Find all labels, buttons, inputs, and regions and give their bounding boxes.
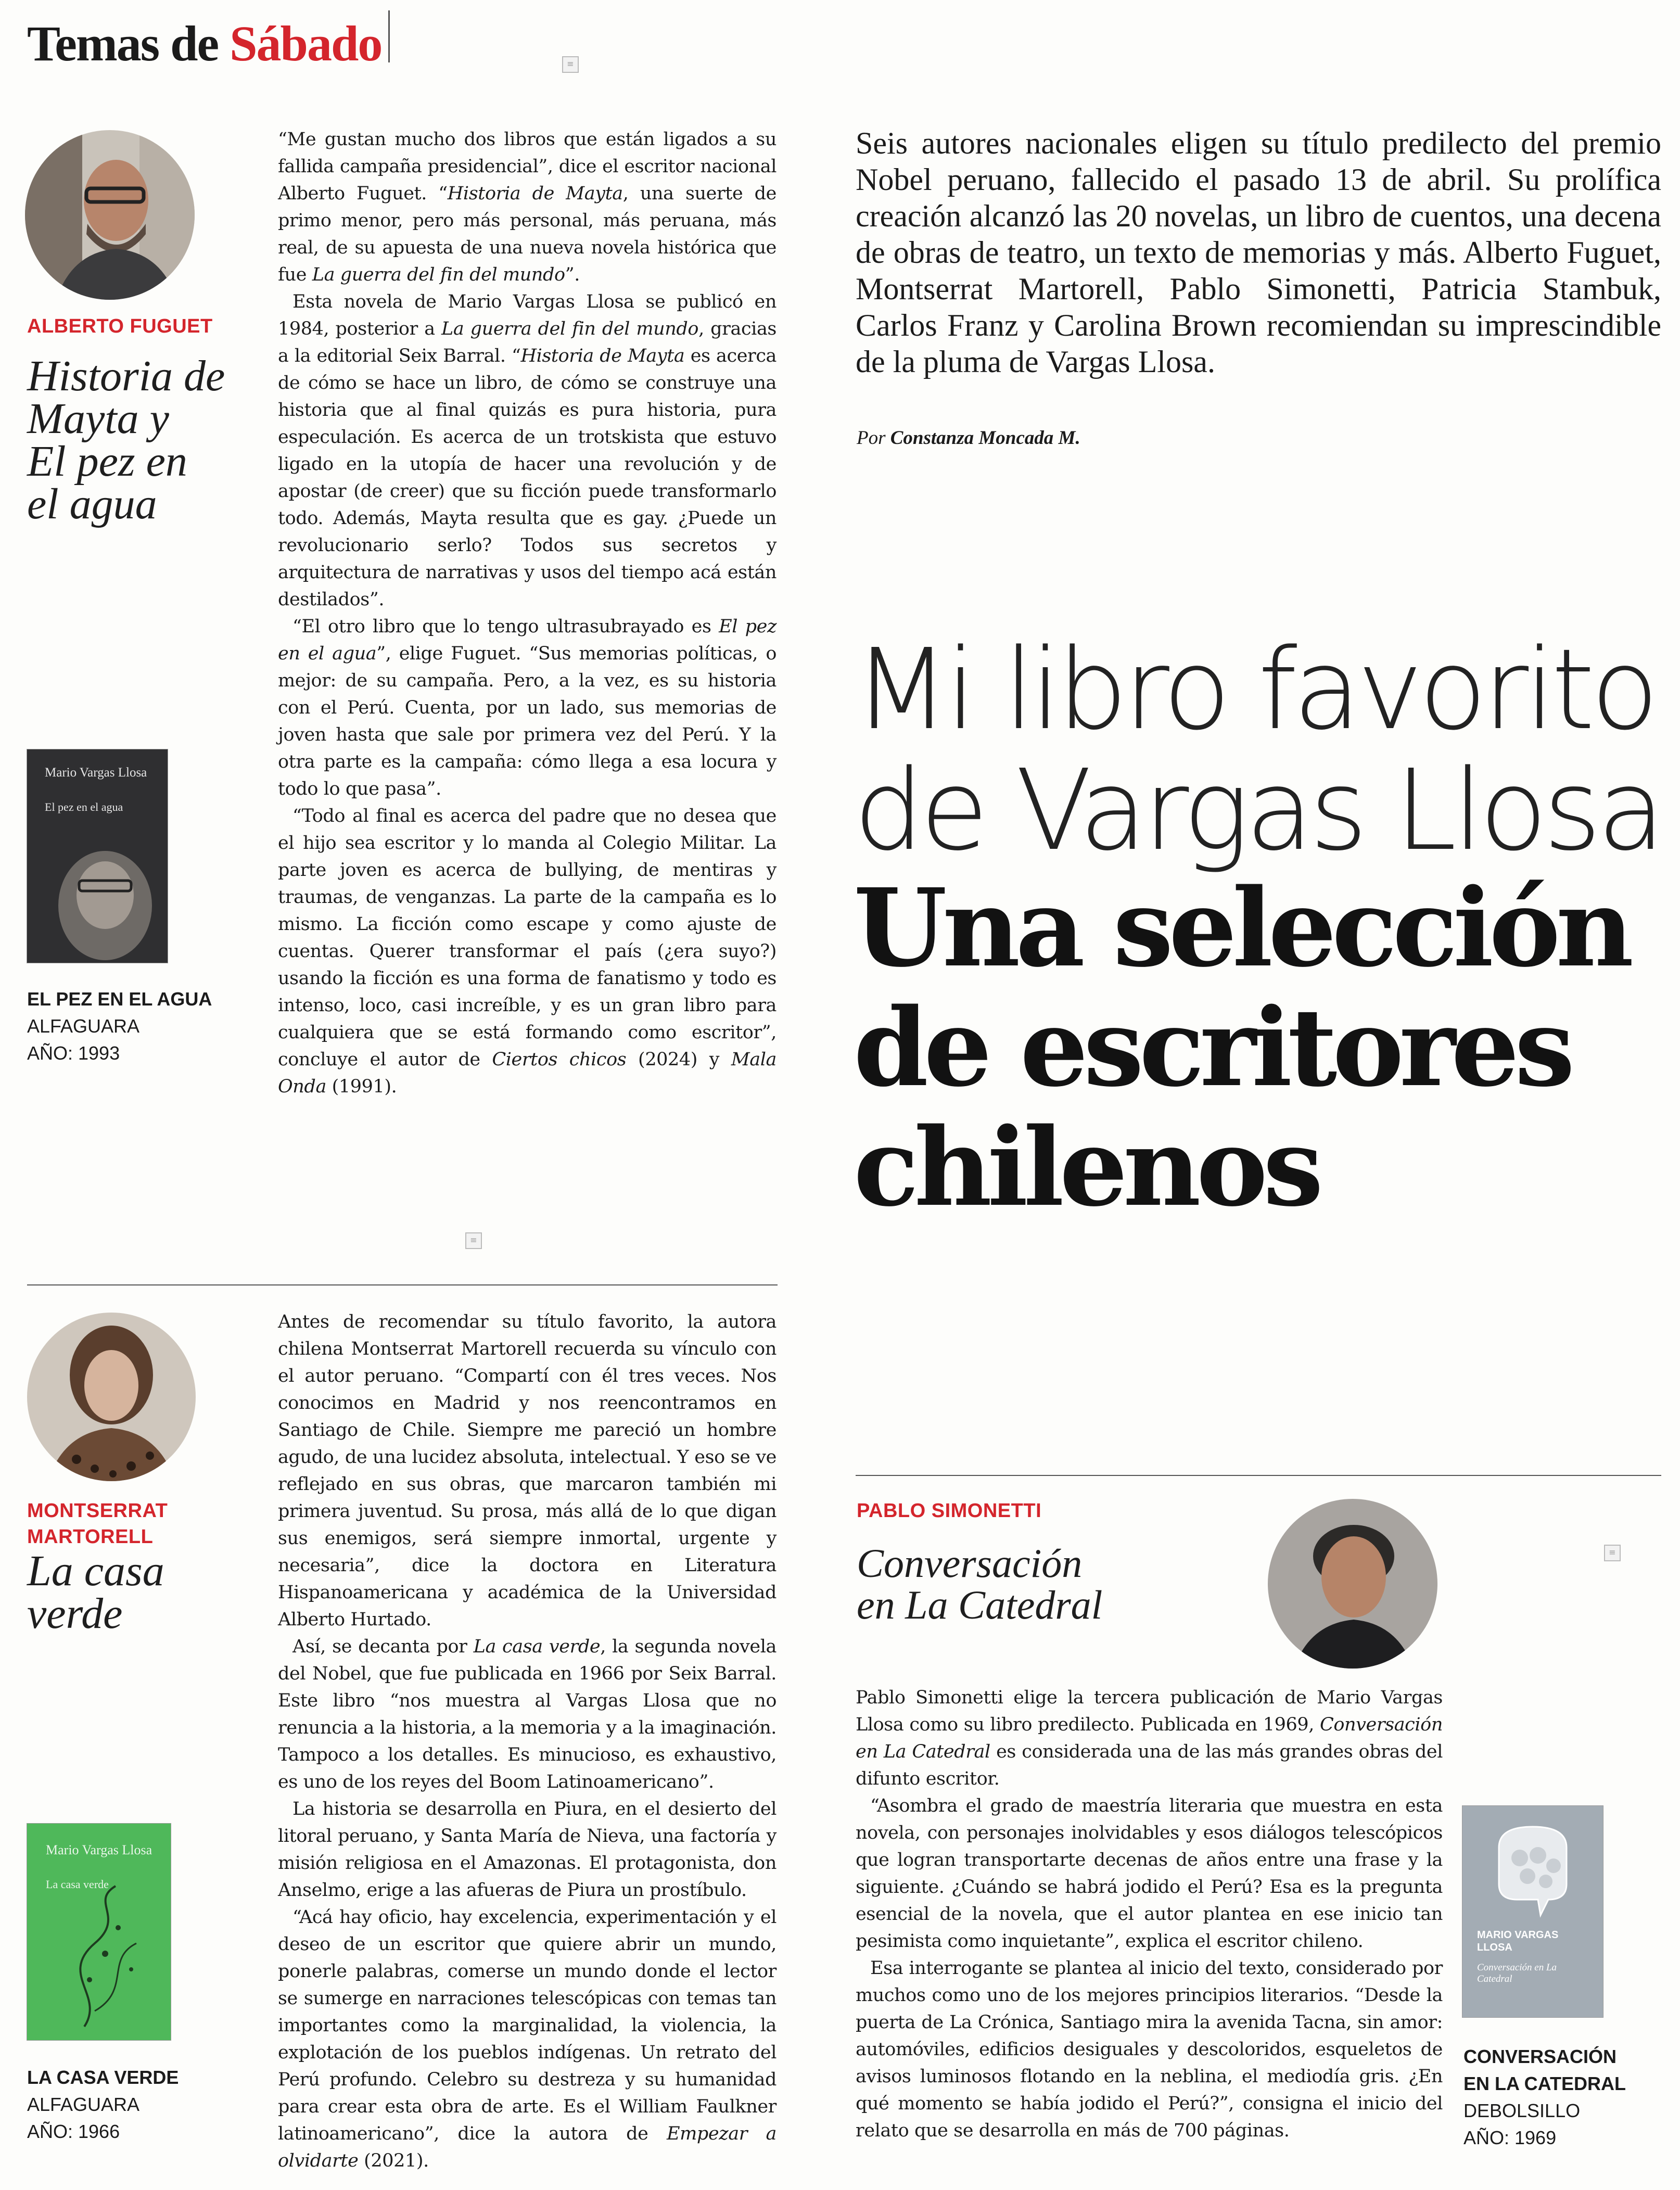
cover-art xyxy=(1462,1806,1603,2017)
simonetti-body-intro: Pablo Simonetti elige la tercera publicación de Mario Vargas Llosa como su libro predilecto. Publicada en 1969, Conversación en La Catedral es considerada una de las más grandes obras del difunto escritor. “Asombra el grado de maestría literaria que muestra en esta novela, con personajes inolvidables y esos diálogos telescópicos que logran transportarte decenas de años entre una frase y la siguiente. ¿Cuándo se habrá jodido el Perú? Esa es la pregunta esencial de la novela, que el autor plantea en ese inicio tan pesimista como inquietante”, explica el escritor chileno. Esa interrogante se plantea al inicio del texto, considerado por muchos como uno de los mejores principios literarios. “Desde la puerta de La Crónica, Santiago mira la avenida Tacna, sin amor: automóviles, edificios desiguales y descoloridos, esqueletos de avisos luminosos flotando en la neblina, el mediodía gris. ¿En qué momento se había jodido el Perú?”, consigna el inicio del relato que se desarrolla en más de 700 páginas. xyxy=(856,1687,1443,2141)
headline-bold xyxy=(854,865,1665,1230)
book-info-publisher: ALFAGUARA xyxy=(27,1015,140,1037)
simonetti-portrait xyxy=(1268,1499,1437,1669)
byline-author: Constanza Moncada M. xyxy=(890,427,1080,449)
martorell-portrait xyxy=(27,1313,196,1481)
martorell-body: Antes de recomendar su título favorito, la autora chilena Montserrat Martorell recuerda su vínculo con el autor peruano. “Compartí con él tres veces. Nos conocimos en Madrid y nos reencontramos en Santiago de Chile. Siempre me pareció un hombre agudo, de una lucidez absoluta, intelectual. Y eso se ve reflejado en sus obras, que marcaron también mi primera juventud. Su prosa, más allá de lo que digan sus enemigos, será siempre inmortal, urgente y necesaria”, dice la doctora en Literatura Hispanoamericana y académica de la Universidad Alberto Hurtado. Así, se decanta por La casa verde, la segunda novela del Nobel, que fue publicada en 1966 por Seix Barral. Este libro “nos muestra al Vargas Llosa que no renuncia a la historia, a la memoria y a la imaginación. Tampoco a los detalles. Es minucioso, es exhaustivo, es uno de los reyes del Boom Latinoamericano”. La historia se desarrolla en Piura, en el desierto del litoral peruano, y Santa María de Nieva, una factoría y misión religiosa en el Amazonas. El protagonista, don Anselmo, erige a las afueras de Piura un prostíbulo. “Acá hay oficio, hay excelencia, experimentación y el deseo de un escritor que quiere abrir un mundo, ponerle palabras, comerse un mundo donde el lector se sumerge en narraciones telescópicas con temas tan importantes como la marginalidad, la violencia, la explotación de los pueblos indígenas. Un retrato del Perú profundo. Celebro su destreza y su humanidad para crear esta obra de arte. Es el William Faulkner latinoamericano”, dice la autora de Empezar a olvidarte (2021). xyxy=(278,1312,777,2171)
fuguet-book-info xyxy=(27,986,212,1067)
section-rule xyxy=(27,1284,778,1285)
fuguet-book-title xyxy=(27,352,246,528)
title-line: verde xyxy=(27,1589,123,1638)
fuguet-body: “Me gustan mucho dos libros que están ligados a su fallida campaña presidencial”, dice el escritor nacional Alberto Fuguet. “Historia de Mayta, una suerte de primo menor, pero más personal, más peruana, más real, de su apuesta de una nueva novela histórica que fue La guerra del fin del mundo”. Esta novela de Mario Vargas Llosa se publicó en 1984, posterior a La guerra del fin del mundo, gracias a la editorial Seix Barral. “Historia de Mayta es acerca de cómo se hace un libro, de cómo se construye una historia que al final quizás es pura historia, pura especulación. Es acerca de un trotskista que estuvo ligado en la utopía de hacer una revolución y de apostar (de creer) que su ficción puede transformarlo todo. Además, Mayta resulta que es gay. ¿Puede un revolucionario serlo? Todos sus secretos y arquitectura de narrativas y usos del tiempo acá están destilados”. “El otro libro que lo tengo ultrasubrayado es El pez en el agua”, elige Fuguet. “Sus memorias políticas, o mejor: de su campaña. Pero, a la vez, es su historia con el Perú. Cuenta, por un lado, sus memorias de joven hasta que sale por primera vez del Perú. Y la otra parte es la campaña: cómo llega a esa locura y todo lo que pasa”. “Todo al final es acerca del padre que no desea que el hijo sea escritor y lo manda al Colegio Militar. La parte joven es acerca de bullying, de mentiras y traumas, de venganzas. La parte de la campaña es lo mismo. La ficción como escape y como ajuste de cuentas. Querer transformar el país (¿era suyo?) usando la ficción es una forma de fanatismo y todo es intenso, loco, casi increíble, y es un gran libro para cualquiera que se está formando como escritor”, concluye el autor de Ciertos chicos (2024) y Mala Onda (1991). xyxy=(278,129,777,1097)
fuguet-book-cover xyxy=(27,749,168,963)
simonetti-name: PABLO SIMONETTI xyxy=(857,1500,1042,1522)
name-line: MONTSERRAT xyxy=(27,1500,168,1522)
martorell-cover-author: Mario Vargas Llosa xyxy=(46,1842,152,1857)
title-line: El pez en xyxy=(27,437,187,486)
title-line: en La Catedral xyxy=(857,1582,1103,1627)
martorell-book-cover xyxy=(27,1824,171,2040)
title-line: La casa xyxy=(27,1547,164,1595)
book-info-title: EN LA CATEDRAL xyxy=(1463,2073,1626,2094)
intro-deck: Seis autores nacionales eligen su título predilecto del premio Nobel peruano, fallecido el pasado 13 de abril. Su prolífica creación alcanzó las 20 novelas, un libro de cuentos, una decena de obras de teatro, un texto de memorias y más. Alberto Fuguet, Montserrat Martorell, Pablo Simonetti, Patricia Stambuk, Carlos Franz y Carolina Brown recomiendan su imprescindible de la pluma de Vargas Llosa. xyxy=(856,126,1661,379)
simonetti-cover-author: MARIO VARGAS LLOSA xyxy=(1477,1929,1559,1953)
headline-light xyxy=(854,625,1665,875)
headline-light-line: Mi libro favorito xyxy=(854,625,1655,755)
simonetti-portrait-image xyxy=(1268,1499,1437,1669)
section-label xyxy=(27,15,381,72)
headline-bold-line: chilenos xyxy=(854,1104,1319,1230)
book-info-title: LA CASA VERDE xyxy=(27,2067,179,2088)
martorell-book-title xyxy=(27,1547,246,1638)
fuguet-portrait-image xyxy=(25,130,195,300)
fuguet-cover-author: Mario Vargas Llosa xyxy=(45,766,147,780)
simonetti-book-info xyxy=(1463,2043,1626,2151)
book-info-year: AÑO: 1993 xyxy=(27,1042,120,1064)
simonetti-cover-title: Conversación en La Catedral xyxy=(1477,1962,1557,1984)
fuguet-name: ALBERTO FUGUET xyxy=(27,315,213,337)
title-line: el agua xyxy=(27,480,157,528)
fuguet-cover-title: El pez en el agua xyxy=(45,800,123,813)
headline-light-line: de Vargas Llosa xyxy=(854,746,1661,875)
martorell-book-info xyxy=(27,2064,179,2145)
pin-marker-icon: ≡ xyxy=(562,56,579,73)
pin-marker-icon: ≡ xyxy=(465,1232,482,1249)
section-label-accent: Sábado xyxy=(230,16,382,71)
martorell-portrait-image xyxy=(27,1313,196,1481)
section-label-prefix: Temas de xyxy=(27,16,230,71)
title-line: Conversación xyxy=(857,1540,1083,1586)
title-line: Historia de xyxy=(27,352,225,400)
section-divider xyxy=(388,10,390,62)
book-info-title: EL PEZ EN EL AGUA xyxy=(27,988,212,1010)
book-info-publisher: DEBOLSILLO xyxy=(1463,2100,1581,2121)
simonetti-book-title xyxy=(857,1540,1273,1627)
martorell-name xyxy=(27,1498,168,1550)
headline-bold-line: Una selección xyxy=(854,865,1630,991)
simonetti-book-cover xyxy=(1462,1806,1603,2017)
fuguet-portrait xyxy=(25,130,195,300)
pin-marker-icon: ≡ xyxy=(1604,1545,1621,1561)
book-info-year: AÑO: 1969 xyxy=(1463,2127,1557,2148)
book-info-year: AÑO: 1966 xyxy=(27,2121,120,2142)
book-info-title: CONVERSACIÓN xyxy=(1463,2046,1617,2067)
headline-bold-line: de escritores xyxy=(854,985,1571,1111)
book-info-publisher: ALFAGUARA xyxy=(27,2094,140,2115)
title-line: Mayta y xyxy=(27,394,169,443)
byline xyxy=(857,427,1080,449)
section-rule xyxy=(856,1475,1661,1476)
name-line: MARTORELL xyxy=(27,1526,154,1548)
byline-prefix: Por xyxy=(857,427,890,449)
martorell-cover-title: La casa verde xyxy=(46,1878,109,1891)
cover-art xyxy=(27,749,168,963)
